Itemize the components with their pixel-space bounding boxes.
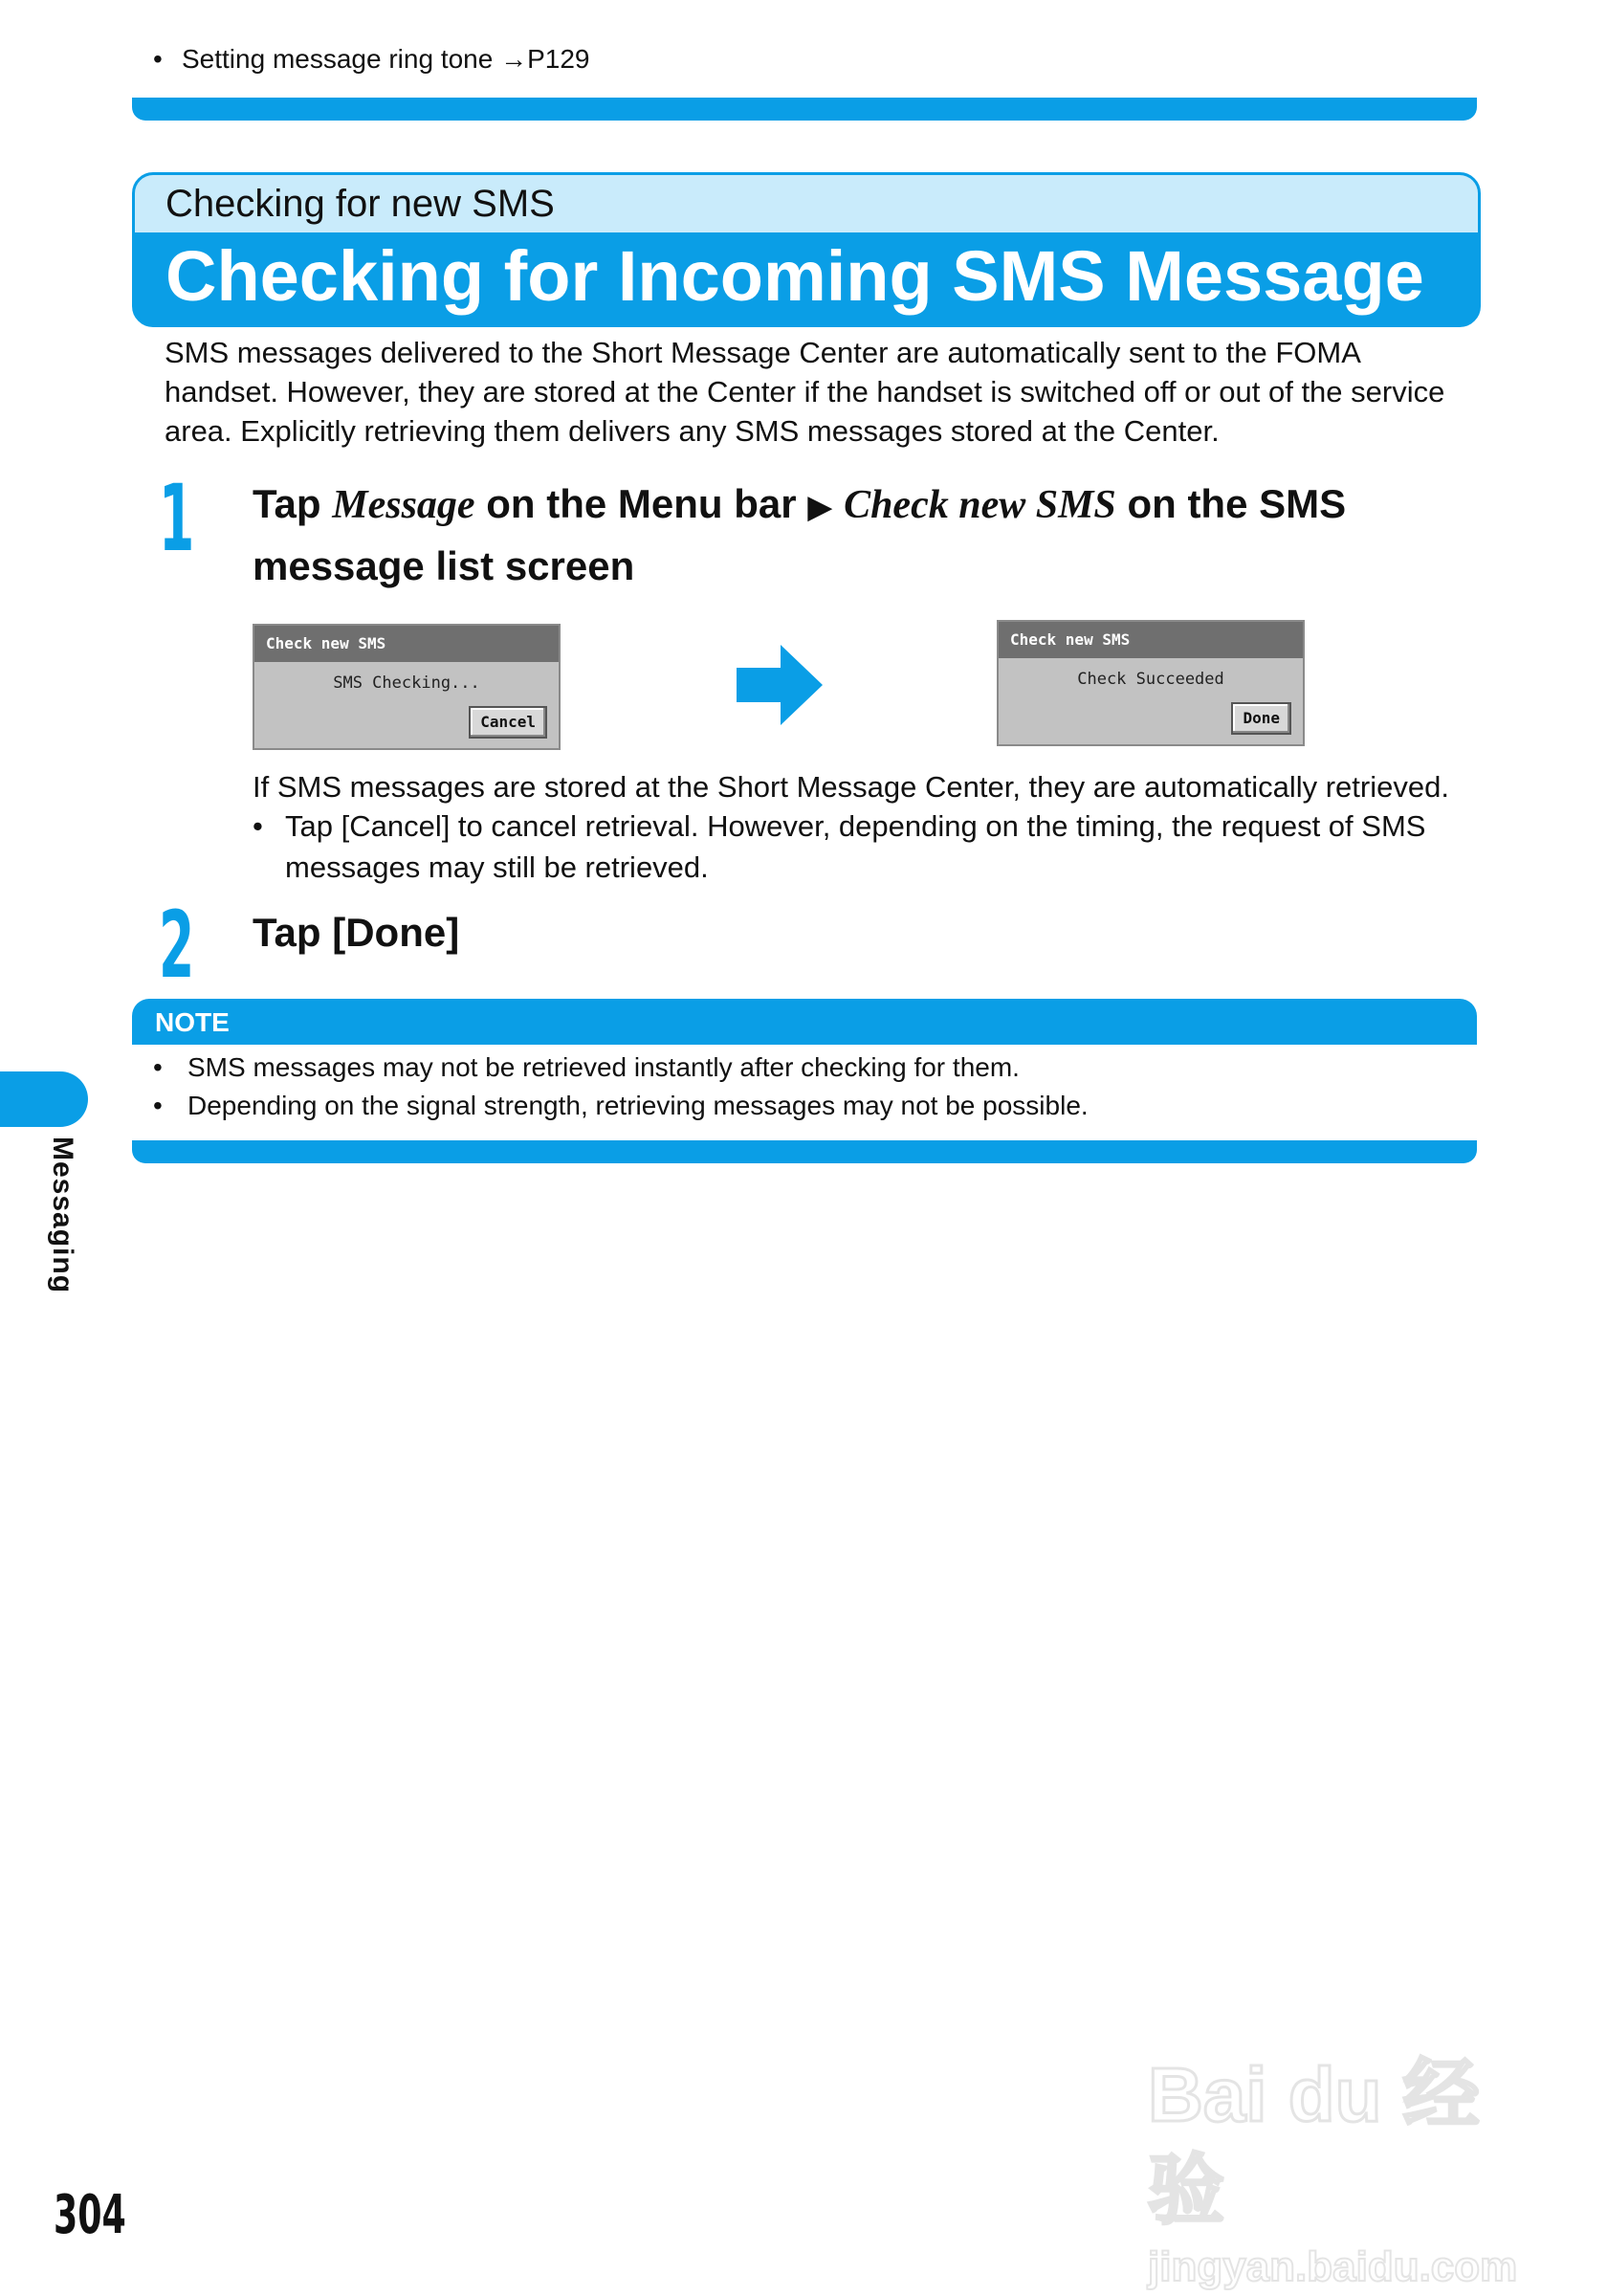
note-bottom-bar <box>132 1140 1477 1163</box>
right-arrow-icon <box>737 645 823 725</box>
note-list <box>153 1049 1089 1125</box>
section-header <box>132 172 1481 327</box>
chapter-label: Messaging <box>47 1137 78 1294</box>
watermark-logo-text: Bai du 经验 <box>1148 2052 1480 2233</box>
top-divider-bar <box>132 98 1477 121</box>
intro-paragraph: SMS messages delivered to the Short Message Center are automatically sent to the FOMA handset. However, they are stored at the Center if the handset is switched off or out of the service area. Explicitly retrieving them delivers any SMS messages stored at the Center. <box>165 336 1445 448</box>
reference-text: Setting message ring tone →P129 <box>182 44 590 74</box>
step-1-bullet <box>253 806 1458 888</box>
note-item-text: SMS messages may not be retrieved instantly after checking for them. <box>187 1052 1020 1082</box>
bullet: • <box>153 44 163 74</box>
baidu-watermark <box>1148 2047 1530 2290</box>
note-item <box>153 1087 1089 1125</box>
note-item <box>153 1049 1089 1087</box>
step-1-suffix: on the SMS message list screen <box>253 481 1347 588</box>
dialog-check-succeeded <box>997 620 1305 746</box>
step-number-1: 1 <box>159 465 195 572</box>
bullet: • <box>253 809 263 843</box>
bullet: • <box>153 1052 163 1082</box>
note-item-text: Depending on the signal strength, retrieving messages may not be possible. <box>187 1091 1089 1120</box>
dialog-title: Check new SMS <box>999 622 1303 658</box>
page-number: 304 <box>54 2184 126 2246</box>
dialog-message: Check Succeeded <box>1077 670 1224 689</box>
step-1-middle: on the Menu bar <box>474 481 808 526</box>
reference-line <box>153 44 589 75</box>
dialog-message: SMS Checking... <box>333 673 480 693</box>
section-subtitle: Checking for new SMS <box>135 175 1478 232</box>
step-1-note: If SMS messages are stored at the Short Message Center, they are automatically retrieved. <box>253 770 1449 804</box>
bullet: • <box>153 1091 163 1120</box>
step-1-instruction <box>253 475 1439 595</box>
chapter-tab <box>0 1071 88 1127</box>
step-1-prefix: Tap <box>253 481 333 526</box>
triangle-arrow-icon: ▶ <box>807 489 833 525</box>
note-heading: NOTE <box>132 999 1477 1045</box>
cancel-button[interactable]: Cancel <box>469 706 547 739</box>
dialog-title: Check new SMS <box>254 626 559 662</box>
dialog-sms-checking <box>253 624 561 750</box>
done-button[interactable]: Done <box>1231 702 1291 735</box>
section-title: Checking for Incoming SMS Message <box>165 236 1424 316</box>
step-2-instruction: Tap [Done] <box>253 910 460 955</box>
menu-item-message: Message <box>332 483 475 527</box>
step-number-2: 2 <box>159 892 195 999</box>
watermark-url: jingyan.baidu.com <box>1148 2243 1518 2290</box>
menu-item-check-new-sms: Check new SMS <box>844 483 1116 527</box>
step-1-bullet-text: Tap [Cancel] to cancel retrieval. However, depending on the timing, the request of SMS messages may still be retrieved. <box>285 809 1426 884</box>
